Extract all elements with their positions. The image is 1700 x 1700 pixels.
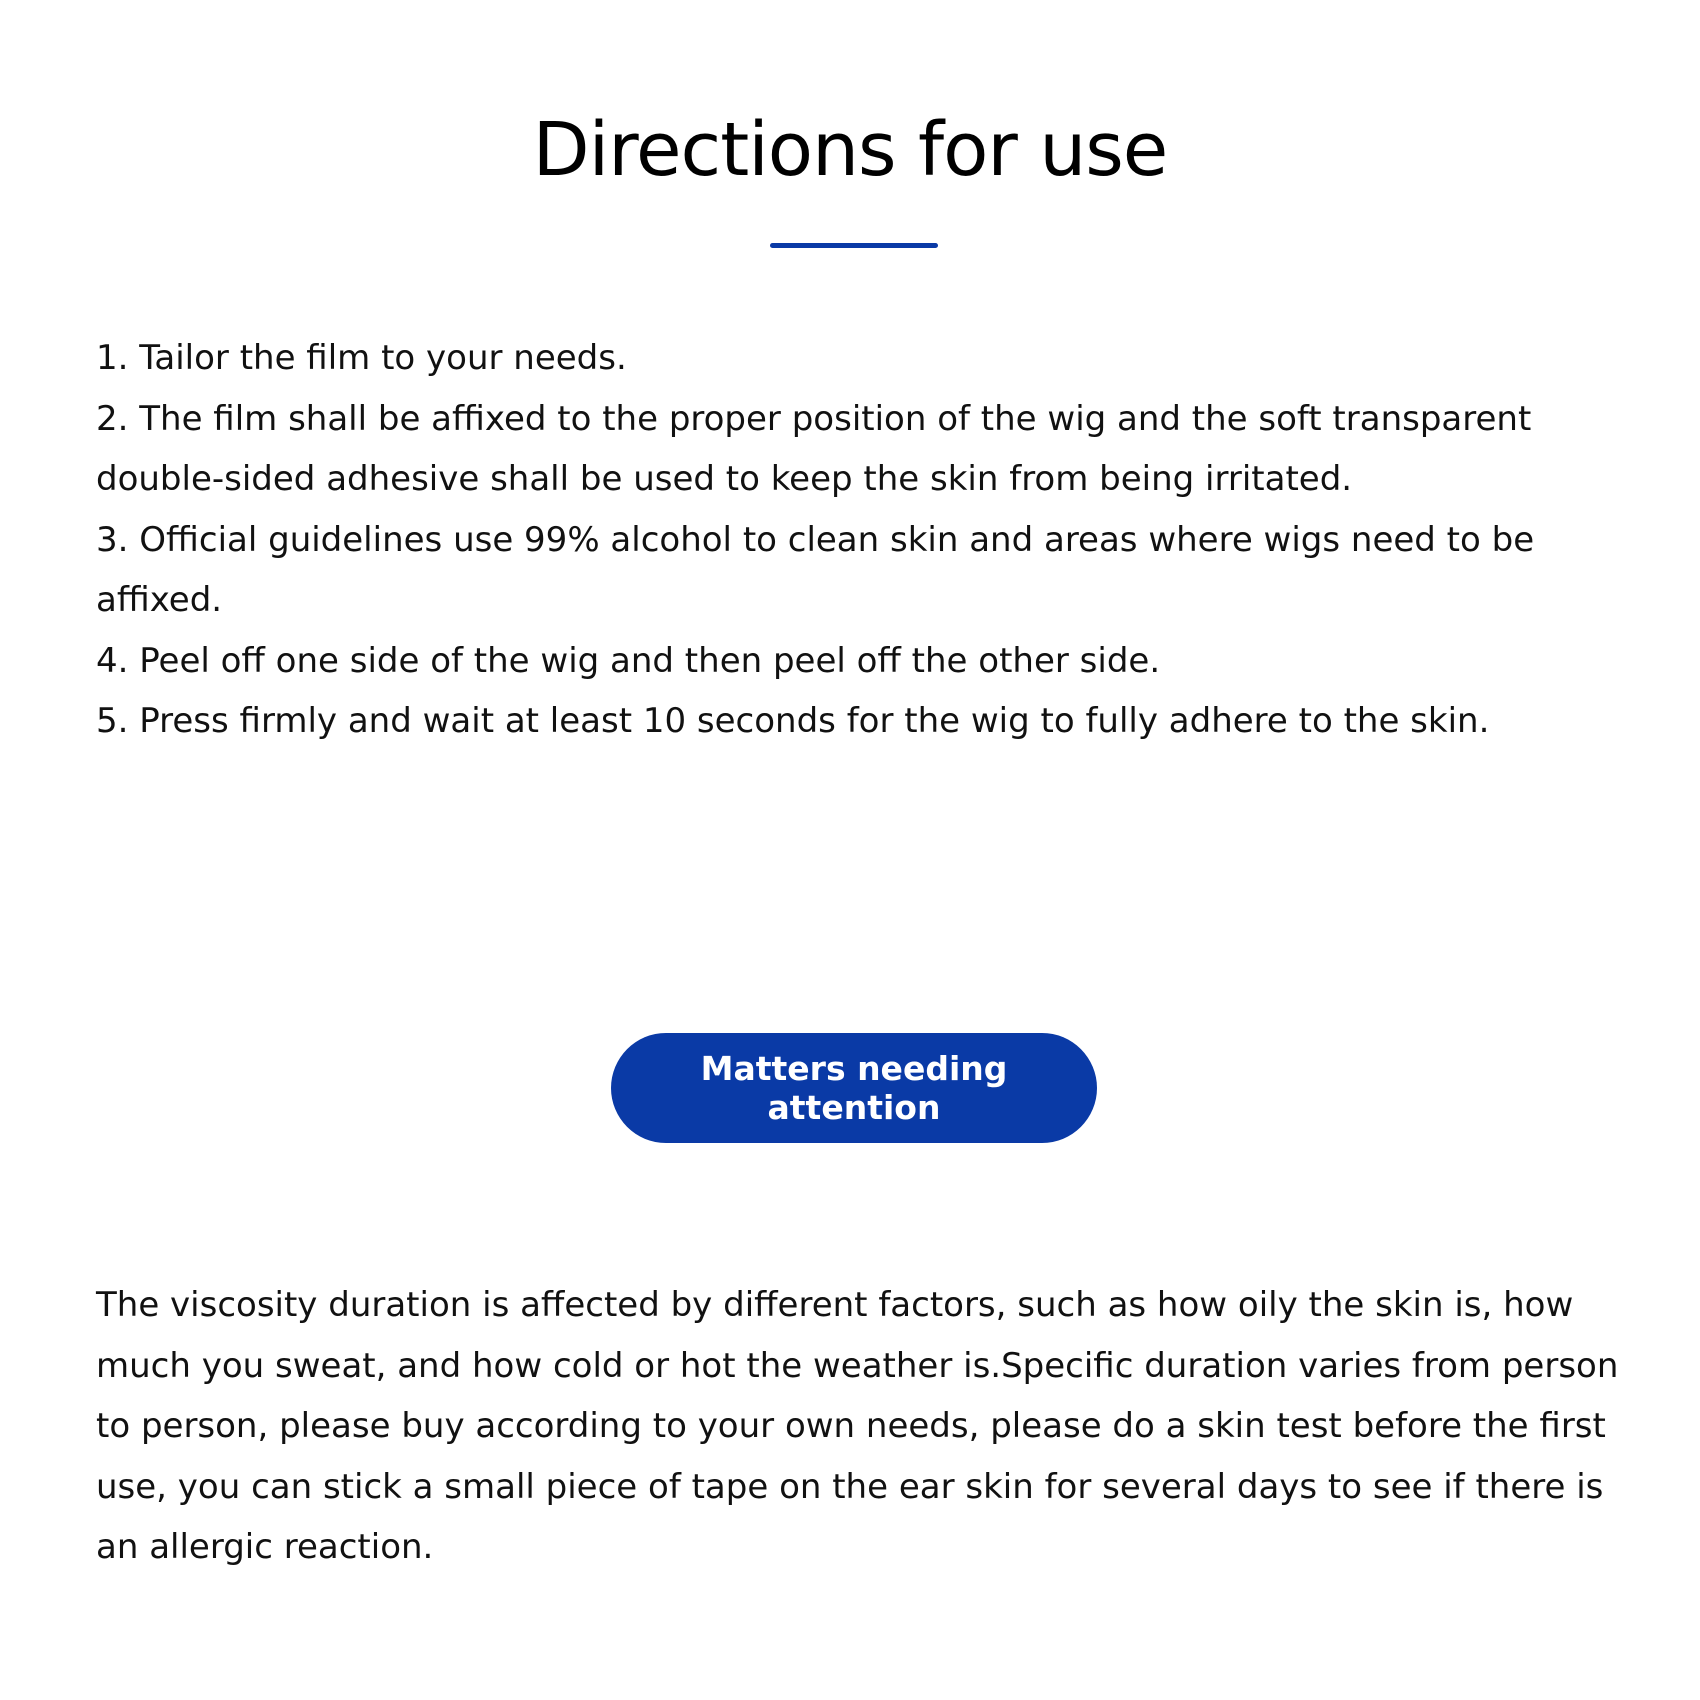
direction-step: 5. Press firmly and wait at least 10 seconds for the wig to fully adhere to the skin. — [96, 701, 1490, 741]
title-underline — [770, 243, 938, 248]
direction-step: 4. Peel off one side of the wig and then peel off the other side. — [96, 640, 1161, 681]
direction-step: 2. The film shall be affixed to the proper position of the wig and the soft transparent double-sided adhesive shall be used to keep the skin from being irritated. — [96, 398, 1532, 499]
matters-needing-attention-button[interactable]: Matters needing attention — [611, 1033, 1097, 1143]
page-title: Directions for use — [532, 107, 1168, 193]
directions-list — [96, 328, 1636, 752]
direction-step: 1. Tailor the film to your needs. — [96, 338, 627, 378]
direction-step: 3. Official guidelines use 99% alcohol to clean skin and areas where wigs need to be affixed. — [96, 519, 1535, 620]
attention-notice-text: The viscosity duration is affected by different factors, such as how oily the skin is, how much you sweat, and how cold or hot the weather is.Specific duration varies from person to person, please buy according to your own needs, please do a skin test before the first use, you can stick a small piece of tape on the ear skin for several days to see if there is an allergic reaction. — [96, 1285, 1619, 1567]
